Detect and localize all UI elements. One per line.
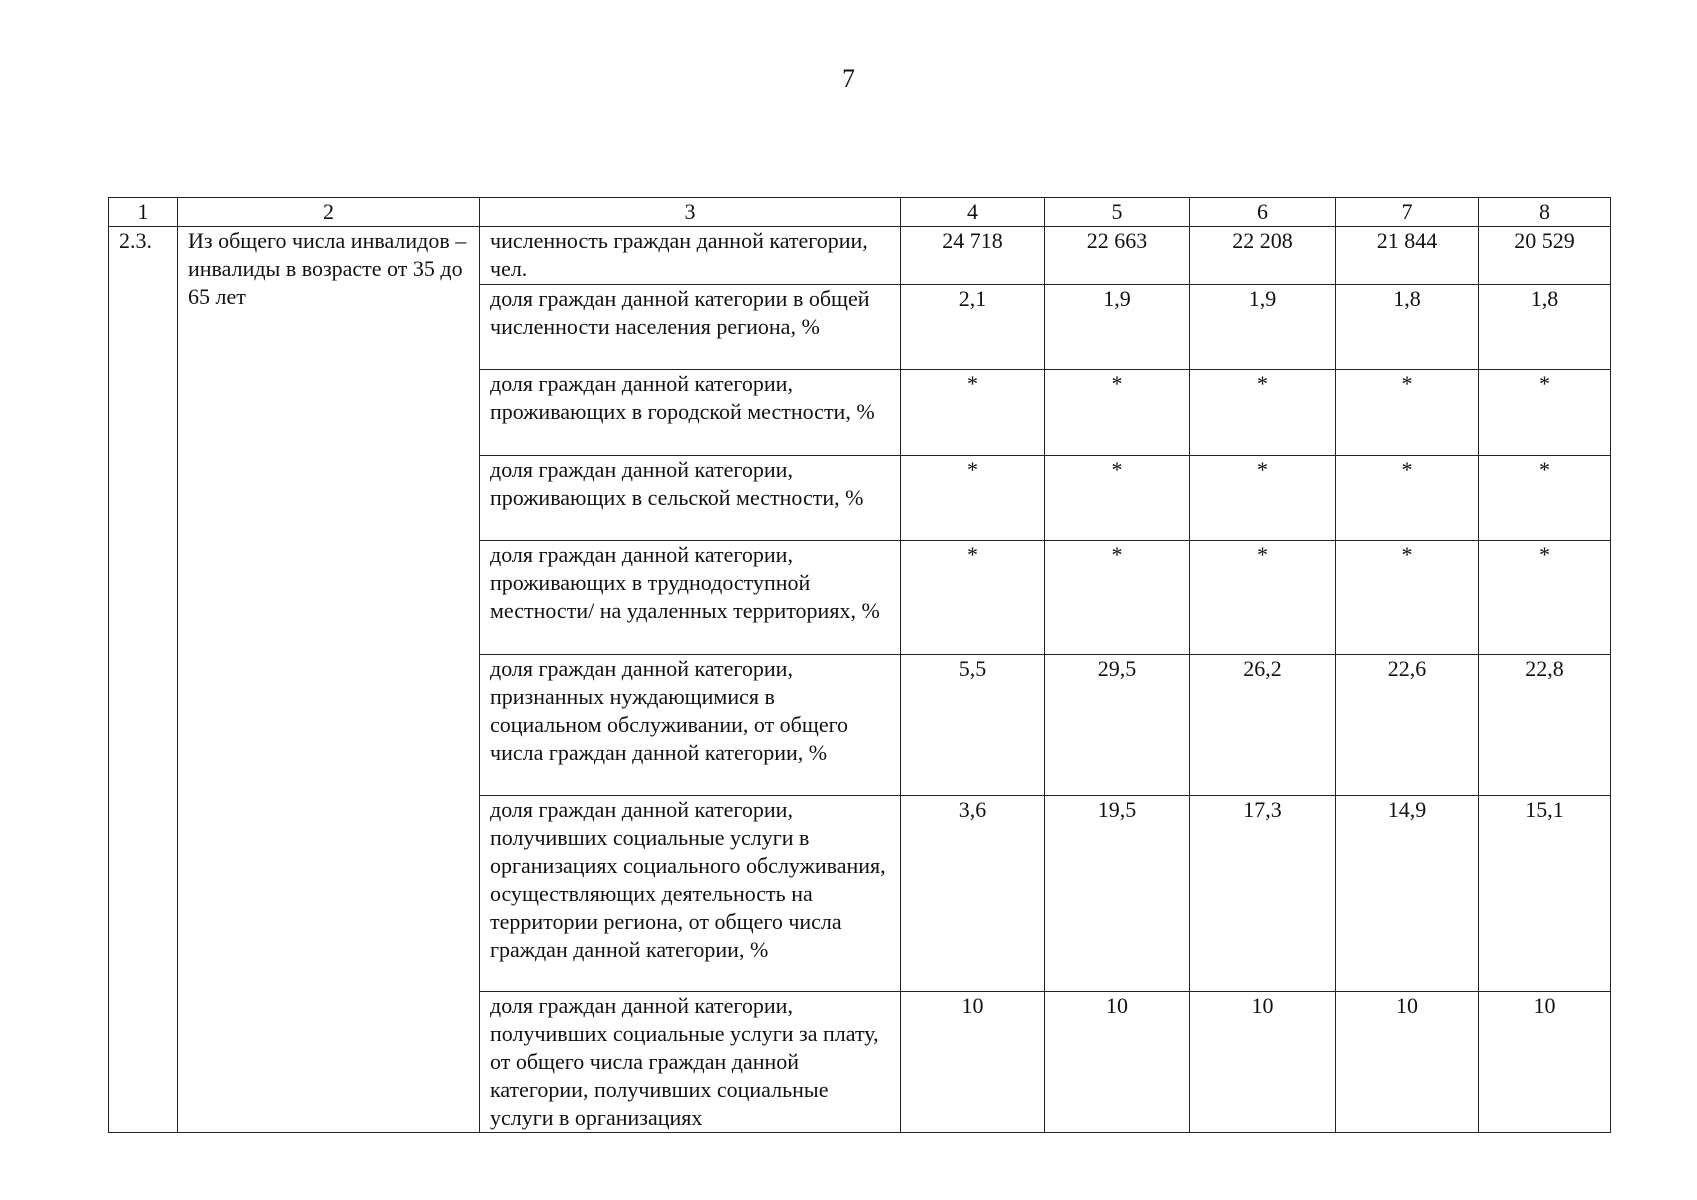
value-cell: * — [1190, 456, 1336, 541]
value-cell: * — [1336, 370, 1479, 456]
value-cell: * — [1045, 541, 1190, 655]
column-header-4: 4 — [901, 198, 1045, 227]
value-cell: 20 529 — [1479, 227, 1611, 285]
value-cell: 10 — [1336, 992, 1479, 1133]
value-cell: * — [1479, 370, 1611, 456]
value-cell: 22,8 — [1479, 655, 1611, 796]
indicator-cell: численность граждан данной категории, чел. — [480, 227, 901, 285]
value-cell: 5,5 — [901, 655, 1045, 796]
value-cell: 19,5 — [1045, 796, 1190, 992]
column-number-header-row — [109, 198, 1611, 227]
indicator-cell: доля граждан данной категории, проживающих в сельской местности, % — [480, 456, 901, 541]
indicator-cell: доля граждан данной категории, проживающих в труднодоступной местности/ на удаленных территориях, % — [480, 541, 901, 655]
value-cell: 1,9 — [1190, 285, 1336, 370]
indicator-cell: доля граждан данной категории, получивших социальные услуги за плату, от общего числа граждан данной категории, получивших социальные услуги в организациях — [480, 992, 901, 1133]
value-cell: * — [1045, 370, 1190, 456]
column-header-1: 1 — [109, 198, 178, 227]
table-row — [109, 227, 1611, 285]
value-cell: * — [1336, 541, 1479, 655]
page-number: 7 — [842, 64, 855, 93]
value-cell: 2,1 — [901, 285, 1045, 370]
data-table — [108, 197, 1611, 1133]
value-cell: 26,2 — [1190, 655, 1336, 796]
value-cell: 10 — [901, 992, 1045, 1133]
value-cell: 1,8 — [1336, 285, 1479, 370]
indicator-cell: доля граждан данной категории, проживающих в городской местности, % — [480, 370, 901, 456]
indicator-cell: доля граждан данной категории в общей численности населения региона, % — [480, 285, 901, 370]
value-cell: 22,6 — [1336, 655, 1479, 796]
value-cell: * — [1190, 541, 1336, 655]
section-description: Из общего числа инвалидов – инвалиды в возрасте от 35 до 65 лет — [178, 227, 480, 1133]
value-cell: * — [1479, 541, 1611, 655]
indicator-cell: доля граждан данной категории, получивших социальные услуги в организациях социального обслуживания, осуществляющих деятельность на территории региона, от общего числа граждан данной категории, % — [480, 796, 901, 992]
column-header-3: 3 — [480, 198, 901, 227]
value-cell: 10 — [1479, 992, 1611, 1133]
value-cell: 24 718 — [901, 227, 1045, 285]
section-index: 2.3. — [109, 227, 178, 1133]
value-cell: * — [1190, 370, 1336, 456]
value-cell: 1,8 — [1479, 285, 1611, 370]
column-header-7: 7 — [1336, 198, 1479, 227]
value-cell: 14,9 — [1336, 796, 1479, 992]
value-cell: * — [901, 456, 1045, 541]
value-cell: 22 208 — [1190, 227, 1336, 285]
value-cell: * — [901, 541, 1045, 655]
value-cell: 10 — [1045, 992, 1190, 1133]
value-cell: * — [1479, 456, 1611, 541]
value-cell: 15,1 — [1479, 796, 1611, 992]
value-cell: 22 663 — [1045, 227, 1190, 285]
column-header-2: 2 — [178, 198, 480, 227]
value-cell: * — [1336, 456, 1479, 541]
value-cell: 29,5 — [1045, 655, 1190, 796]
value-cell: 1,9 — [1045, 285, 1190, 370]
value-cell: 10 — [1190, 992, 1336, 1133]
value-cell: * — [901, 370, 1045, 456]
column-header-5: 5 — [1045, 198, 1190, 227]
value-cell: 3,6 — [901, 796, 1045, 992]
value-cell: * — [1045, 456, 1190, 541]
value-cell: 21 844 — [1336, 227, 1479, 285]
column-header-6: 6 — [1190, 198, 1336, 227]
column-header-8: 8 — [1479, 198, 1611, 227]
indicator-cell: доля граждан данной категории, признанных нуждающимися в социальном обслуживании, от общего числа граждан данной категории, % — [480, 655, 901, 796]
value-cell: 17,3 — [1190, 796, 1336, 992]
